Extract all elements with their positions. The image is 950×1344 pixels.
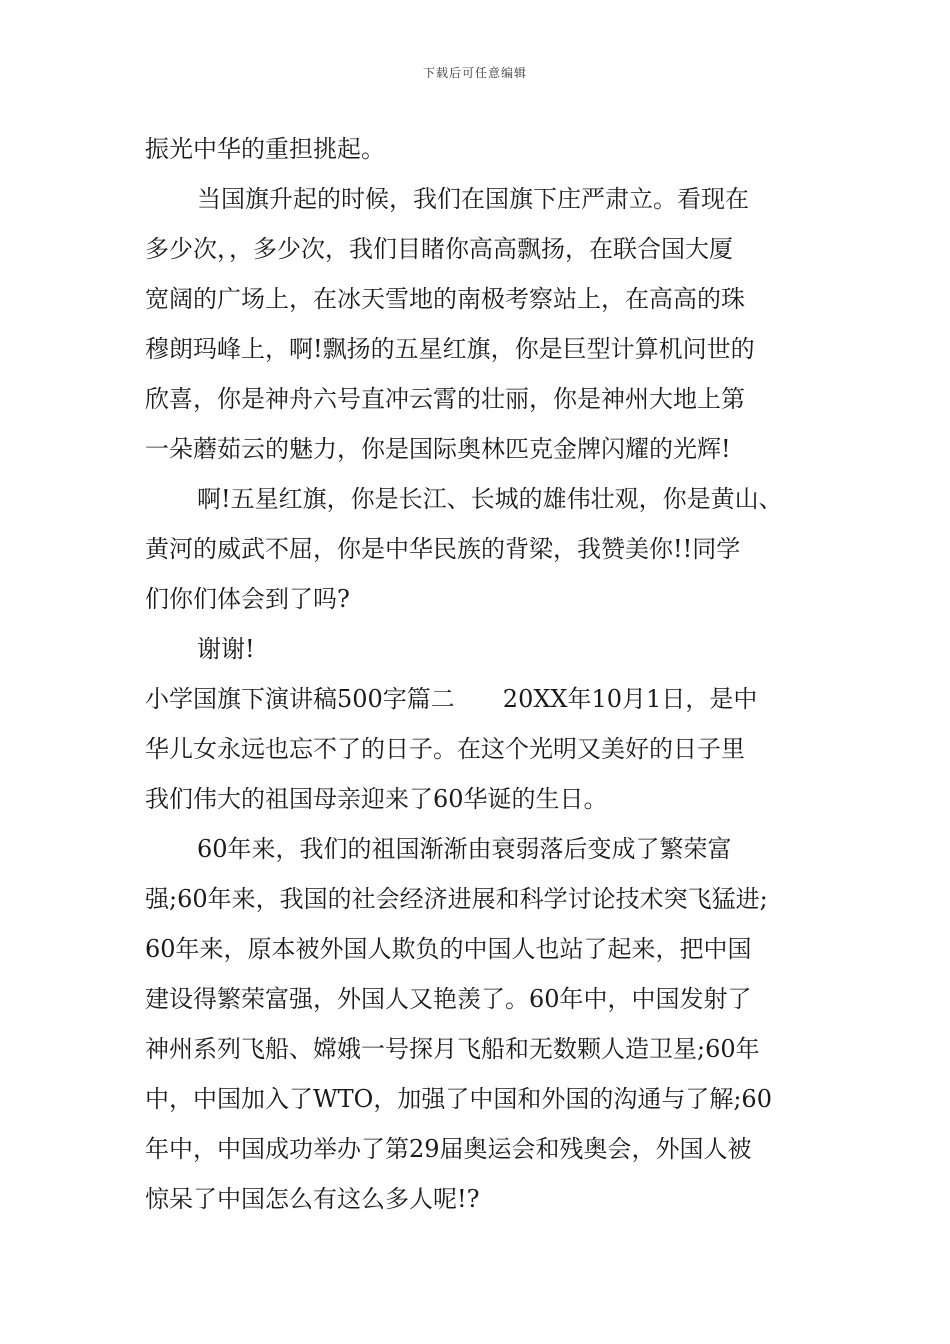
text-line: 年中，中国成功举办了第29届奥运会和残奥会，外国人被: [145, 1135, 752, 1163]
text-line: 强;60年来，我国的社会经济进展和科学讨论技术突飞猛进;: [145, 885, 768, 913]
text-line: 建设得繁荣富强，外国人又艳羡了。60年中，中国发射了: [145, 985, 752, 1013]
text-line: 们你们体会到了吗?: [145, 585, 350, 613]
text-line: 一朵蘑茹云的魅力，你是国际奥林匹克金牌闪耀的光辉!: [145, 435, 731, 463]
text-line: 多少次，，多少次，我们目睹你高高飘扬，在联合国大厦: [145, 235, 733, 263]
text-line: 穆朗玛峰上，啊!飘扬的五星红旗，你是巨型计算机问世的: [145, 335, 755, 363]
text-line: 啊!五星红旗，你是长江、长城的雄伟壮观，你是黄山、: [197, 485, 783, 513]
text-line: 宽阔的广场上，在冰天雪地的南极考察站上，在高高的珠: [145, 285, 745, 313]
text-line: 谢谢!: [197, 635, 255, 663]
text-line: 我们伟大的祖国母亲迎来了60华诞的生日。: [145, 785, 608, 813]
text-line: 华儿女永远也忘不了的日子。在这个光明又美好的日子里: [145, 735, 745, 763]
text-line: 中，中国加入了WTO，加强了中国和外国的沟通与了解;60: [145, 1085, 772, 1113]
text-line: 振光中华的重担挑起。: [145, 135, 385, 163]
text-line: 神州系列飞船、嫦娥一号探月飞船和无数颗人造卫星;60年: [145, 1035, 760, 1063]
text-line: 欣喜，你是神舟六号直冲云霄的壮丽，你是神州大地上第: [145, 385, 745, 413]
text-line: 小学国旗下演讲稿500字篇二 20XX年10月1日，是中: [145, 685, 758, 713]
page-header: 下载后可任意编辑: [422, 66, 527, 80]
text-line: 60年来，我们的祖国渐渐由衰弱落后变成了繁荣富: [197, 835, 732, 863]
text-line: 当国旗升起的时候，我们在国旗下庄严肃立。看现在: [197, 185, 749, 213]
text-line: 60年来，原本被外国人欺负的中国人也站了起来，把中国: [145, 935, 752, 963]
text-line: 惊呆了中国怎么有这么多人呢!?: [145, 1185, 480, 1213]
text-line: 黄河的威武不屈，你是中华民族的背梁，我赞美你!!同学: [145, 535, 741, 563]
